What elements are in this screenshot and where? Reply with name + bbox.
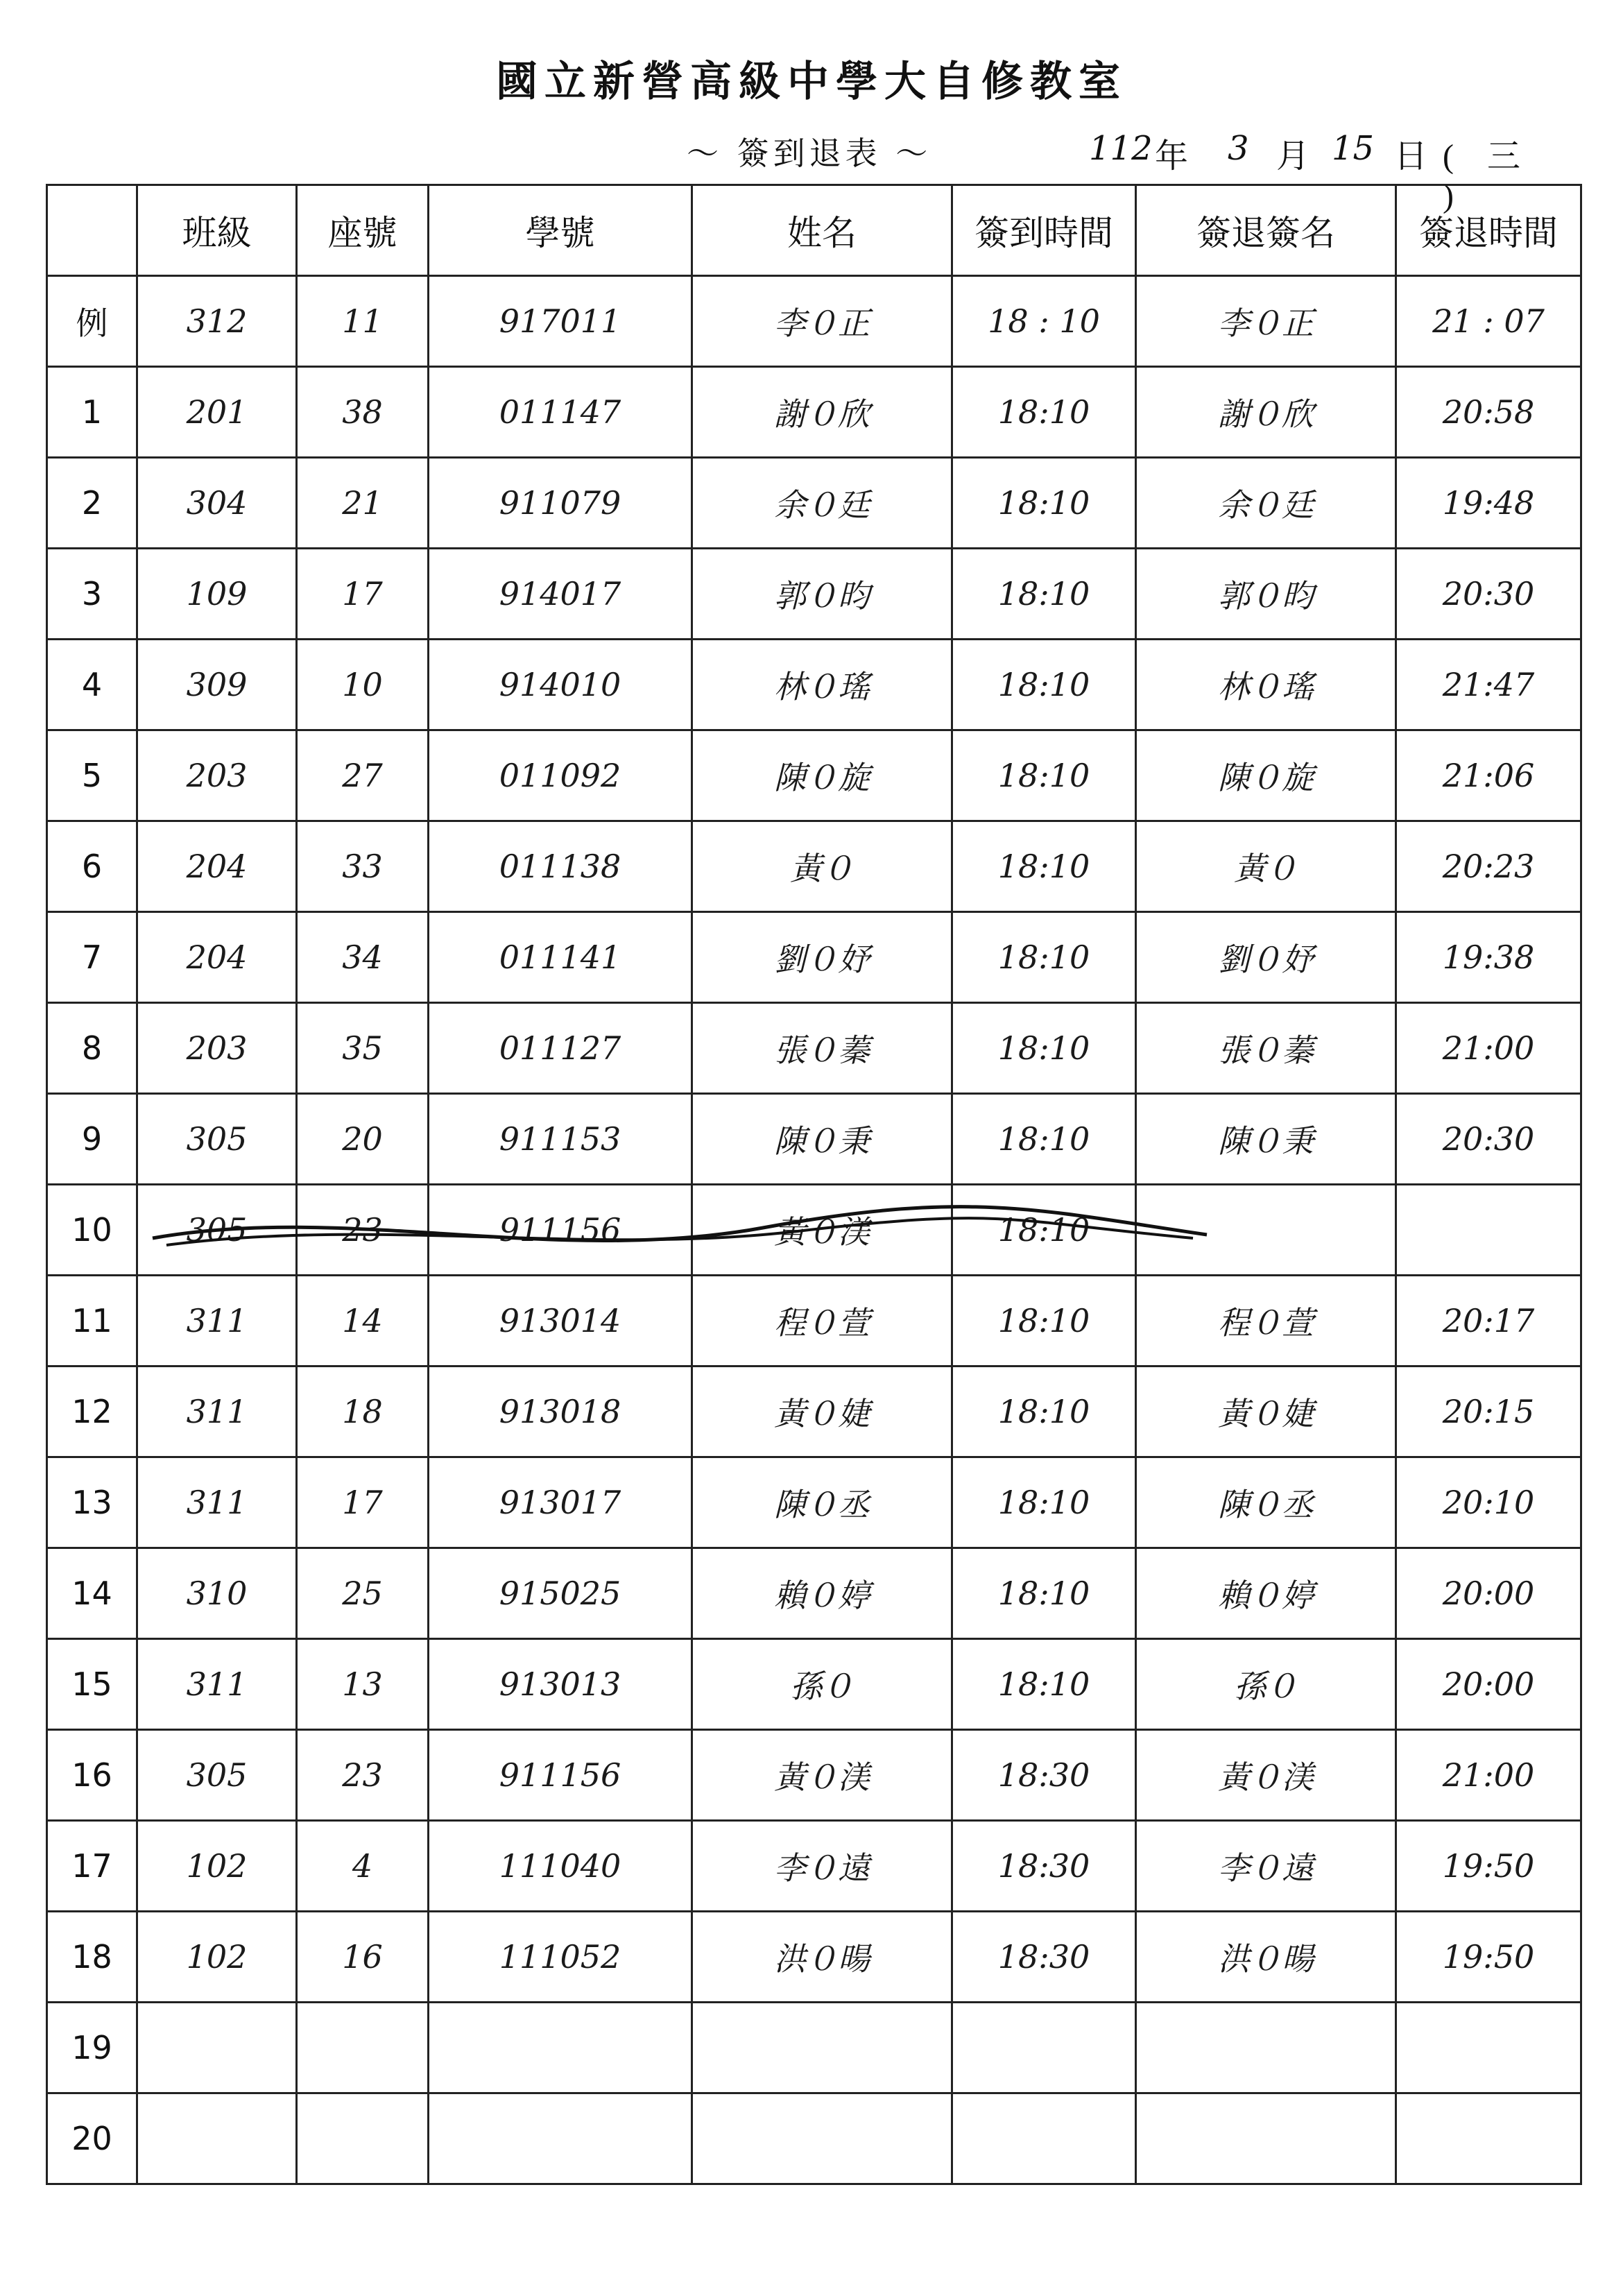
example-row [47,276,1581,367]
seat-cell: 27 [297,730,429,821]
name-cell: 洪０暘 [692,1912,952,2003]
name-cell: 賴０婷 [692,1548,952,1639]
class-cell: 305 [137,1094,297,1185]
row-number: 例 [47,276,137,367]
seat-cell: 21 [297,458,429,549]
name-cell: 郭０昀 [692,549,952,640]
sign-out-signature-cell [1136,2003,1396,2093]
class-cell: 305 [137,1185,297,1276]
sign-in-time-cell: 18:10 [952,1094,1136,1185]
sign-out-time-cell: 20:30 [1396,549,1581,640]
class-cell: 201 [137,367,297,458]
sign-out-time-cell: 20:00 [1396,1639,1581,1730]
row-number: 18 [47,1912,137,2003]
row-number: 12 [47,1367,137,1457]
name-cell: 余０廷 [692,458,952,549]
class-cell: 203 [137,730,297,821]
name-cell: 黃０婕 [692,1367,952,1457]
class-cell: 311 [137,1367,297,1457]
sign-out-signature-cell: 陳０旋 [1136,730,1396,821]
header-seat: 座號 [297,185,429,276]
sign-out-signature-cell: 李０正 [1136,276,1396,367]
header-student-id: 學號 [429,185,692,276]
seat-cell: 20 [297,1094,429,1185]
row-number: 10 [47,1185,137,1276]
table-row [47,549,1581,640]
sign-in-time-cell: 18:10 [952,1457,1136,1548]
sign-out-signature-cell: 孫０ [1136,1639,1396,1730]
class-cell: 203 [137,1003,297,1094]
sign-out-signature-cell: 李０遠 [1136,1821,1396,1912]
sign-in-time-cell: 18:10 [952,1276,1136,1367]
class-cell [137,2093,297,2184]
sign-out-time-cell: 19:38 [1396,912,1581,1003]
date-year: 112 [1089,129,1153,168]
sign-out-signature-cell [1136,1185,1396,1276]
class-cell: 102 [137,1821,297,1912]
student-id-cell: 011092 [429,730,692,821]
header-sign-out-signature: 簽退簽名 [1136,185,1396,276]
table-row [47,458,1581,549]
student-id-cell: 011127 [429,1003,692,1094]
sign-out-time-cell: 21 : 07 [1396,276,1581,367]
seat-cell: 25 [297,1548,429,1639]
seat-cell: 11 [297,276,429,367]
seat-cell: 23 [297,1730,429,1821]
student-id-cell: 011141 [429,912,692,1003]
student-id-cell: 917011 [429,276,692,367]
table-row [47,1276,1581,1367]
table-row [47,1367,1581,1457]
name-cell: 陳０旋 [692,730,952,821]
table-row [47,1003,1581,1094]
sign-in-time-cell: 18:10 [952,458,1136,549]
date-month-unit: 月 [1276,138,1310,175]
sign-out-signature-cell: 余０廷 [1136,458,1396,549]
table-row [47,1185,1581,1276]
table-row [47,1730,1581,1821]
sign-out-time-cell [1396,2093,1581,2184]
sign-in-time-cell: 18:10 [952,730,1136,821]
name-cell: 黃０ [692,821,952,912]
table-row [47,1912,1581,2003]
student-id-cell: 111040 [429,1821,692,1912]
seat-cell: 16 [297,1912,429,2003]
seat-cell [297,2093,429,2184]
class-cell: 311 [137,1639,297,1730]
class-cell: 311 [137,1457,297,1548]
student-id-cell: 914010 [429,640,692,730]
name-cell: 張０蓁 [692,1003,952,1094]
name-cell: 陳０秉 [692,1094,952,1185]
date-line [1089,125,1574,214]
student-id-cell: 911079 [429,458,692,549]
row-number: 13 [47,1457,137,1548]
student-id-cell: 011147 [429,367,692,458]
sign-out-time-cell: 20:30 [1396,1094,1581,1185]
row-number: 16 [47,1730,137,1821]
sign-in-time-cell: 18:10 [952,1548,1136,1639]
seat-cell: 13 [297,1639,429,1730]
sign-out-time-cell: 20:17 [1396,1276,1581,1367]
table-header-row [47,185,1581,276]
sign-in-time-cell: 18:10 [952,1367,1136,1457]
row-number: 7 [47,912,137,1003]
name-cell [692,2093,952,2184]
class-cell [137,2003,297,2093]
class-cell: 204 [137,821,297,912]
sign-in-time-cell: 18:10 [952,1639,1136,1730]
sign-out-time-cell: 20:23 [1396,821,1581,912]
sign-out-time-cell: 21:00 [1396,1003,1581,1094]
sign-in-time-cell: 18:30 [952,1912,1136,2003]
header-sign-in-time: 簽到時間 [952,185,1136,276]
seat-cell: 10 [297,640,429,730]
table-row [47,1548,1581,1639]
row-number: 6 [47,821,137,912]
sign-out-signature-cell: 黃０婕 [1136,1367,1396,1457]
sign-in-time-cell: 18:10 [952,1003,1136,1094]
date-month: 3 [1228,129,1249,168]
row-number: 4 [47,640,137,730]
sign-out-signature-cell: 黃０ [1136,821,1396,912]
name-cell: 陳０丞 [692,1457,952,1548]
header-name: 姓名 [692,185,952,276]
row-number: 5 [47,730,137,821]
sign-out-time-cell: 21:00 [1396,1730,1581,1821]
student-id-cell: 911156 [429,1730,692,1821]
row-number: 11 [47,1276,137,1367]
student-id-cell: 911153 [429,1094,692,1185]
header-no [47,185,137,276]
sign-in-time-cell: 18 : 10 [952,276,1136,367]
row-number: 19 [47,2003,137,2093]
header-class: 班級 [137,185,297,276]
sign-in-table [46,184,1582,2185]
name-cell: 謝０欣 [692,367,952,458]
sign-in-time-cell: 18:30 [952,1821,1136,1912]
student-id-cell: 911156 [429,1185,692,1276]
seat-cell [297,2003,429,2093]
class-cell: 305 [137,1730,297,1821]
row-number: 20 [47,2093,137,2184]
student-id-cell [429,2093,692,2184]
document-subtitle: ～ 簽到退表 ～ [687,135,932,172]
sign-out-signature-cell: 洪０暘 [1136,1912,1396,2003]
sign-out-signature-cell: 郭０昀 [1136,549,1396,640]
class-cell: 310 [137,1548,297,1639]
student-id-cell: 913017 [429,1457,692,1548]
sign-out-time-cell: 21:06 [1396,730,1581,821]
sign-out-signature-cell: 黃０渼 [1136,1730,1396,1821]
sign-in-time-cell: 18:10 [952,821,1136,912]
date-day-unit: 日 [1394,138,1428,175]
sign-in-time-cell: 18:10 [952,640,1136,730]
class-cell: 312 [137,276,297,367]
sign-out-time-cell: 20:10 [1396,1457,1581,1548]
seat-cell: 38 [297,367,429,458]
table-row [47,2003,1581,2093]
table-row [47,1457,1581,1548]
name-cell: 孫０ [692,1639,952,1730]
seat-cell: 33 [297,821,429,912]
seat-cell: 35 [297,1003,429,1094]
name-cell: 林０瑤 [692,640,952,730]
sign-in-time-cell [952,2003,1136,2093]
name-cell: 劉０妤 [692,912,952,1003]
sign-out-time-cell: 20:58 [1396,367,1581,458]
sign-out-time-cell: 19:50 [1396,1821,1581,1912]
name-cell: 程０萱 [692,1276,952,1367]
seat-cell: 34 [297,912,429,1003]
seat-cell: 14 [297,1276,429,1367]
row-number: 9 [47,1094,137,1185]
sign-out-time-cell: 19:50 [1396,1912,1581,2003]
class-cell: 311 [137,1276,297,1367]
class-cell: 109 [137,549,297,640]
student-id-cell: 111052 [429,1912,692,2003]
header-sign-out-time: 簽退時間 [1396,185,1581,276]
seat-cell: 17 [297,549,429,640]
row-number: 17 [47,1821,137,1912]
sign-out-time-cell [1396,1185,1581,1276]
class-cell: 204 [137,912,297,1003]
date-year-unit: 年 [1155,138,1189,175]
sign-in-time-cell: 18:10 [952,367,1136,458]
row-number: 1 [47,367,137,458]
table-row [47,821,1581,912]
row-number: 15 [47,1639,137,1730]
sign-in-time-cell: 18:10 [952,1185,1136,1276]
name-cell: 李０遠 [692,1821,952,1912]
sign-out-signature-cell: 林０瑤 [1136,640,1396,730]
sign-out-time-cell: 20:00 [1396,1548,1581,1639]
row-number: 14 [47,1548,137,1639]
name-cell [692,2003,952,2093]
seat-cell: 4 [297,1821,429,1912]
row-number: 3 [47,549,137,640]
name-cell: 黃０渼 [692,1730,952,1821]
sign-in-time-cell: 18:30 [952,1730,1136,1821]
date-weekday: ( 三 ) [1443,138,1533,214]
table-row [47,2093,1581,2184]
table-row [47,640,1581,730]
table-row [47,367,1581,458]
sign-out-signature-cell: 謝０欣 [1136,367,1396,458]
sign-out-time-cell: 21:47 [1396,640,1581,730]
table-row [47,1094,1581,1185]
table-row [47,730,1581,821]
student-id-cell: 913018 [429,1367,692,1457]
sign-out-signature-cell: 張０蓁 [1136,1003,1396,1094]
name-cell: 黃０渼 [692,1185,952,1276]
student-id-cell: 913013 [429,1639,692,1730]
sign-out-time-cell: 20:15 [1396,1367,1581,1457]
sign-out-signature-cell: 陳０秉 [1136,1094,1396,1185]
row-number: 2 [47,458,137,549]
sign-in-time-cell: 18:10 [952,912,1136,1003]
sign-out-signature-cell [1136,2093,1396,2184]
row-number: 8 [47,1003,137,1094]
sign-out-signature-cell: 劉０妤 [1136,912,1396,1003]
table-row [47,1821,1581,1912]
seat-cell: 23 [297,1185,429,1276]
seat-cell: 17 [297,1457,429,1548]
sign-out-signature-cell: 程０萱 [1136,1276,1396,1367]
date-day: 15 [1332,129,1375,168]
student-id-cell: 915025 [429,1548,692,1639]
sign-out-time-cell: 19:48 [1396,458,1581,549]
document-title: 國立新營高級中學大自修教室 [496,58,1127,106]
table-row [47,1639,1581,1730]
class-cell: 102 [137,1912,297,2003]
student-id-cell: 914017 [429,549,692,640]
sign-out-signature-cell: 賴０婷 [1136,1548,1396,1639]
table-row [47,912,1581,1003]
sign-in-time-cell: 18:10 [952,549,1136,640]
student-id-cell [429,2003,692,2093]
sign-out-time-cell [1396,2003,1581,2093]
sign-in-time-cell [952,2093,1136,2184]
name-cell: 李０正 [692,276,952,367]
student-id-cell: 011138 [429,821,692,912]
student-id-cell: 913014 [429,1276,692,1367]
seat-cell: 18 [297,1367,429,1457]
class-cell: 304 [137,458,297,549]
sign-out-signature-cell: 陳０丞 [1136,1457,1396,1548]
class-cell: 309 [137,640,297,730]
